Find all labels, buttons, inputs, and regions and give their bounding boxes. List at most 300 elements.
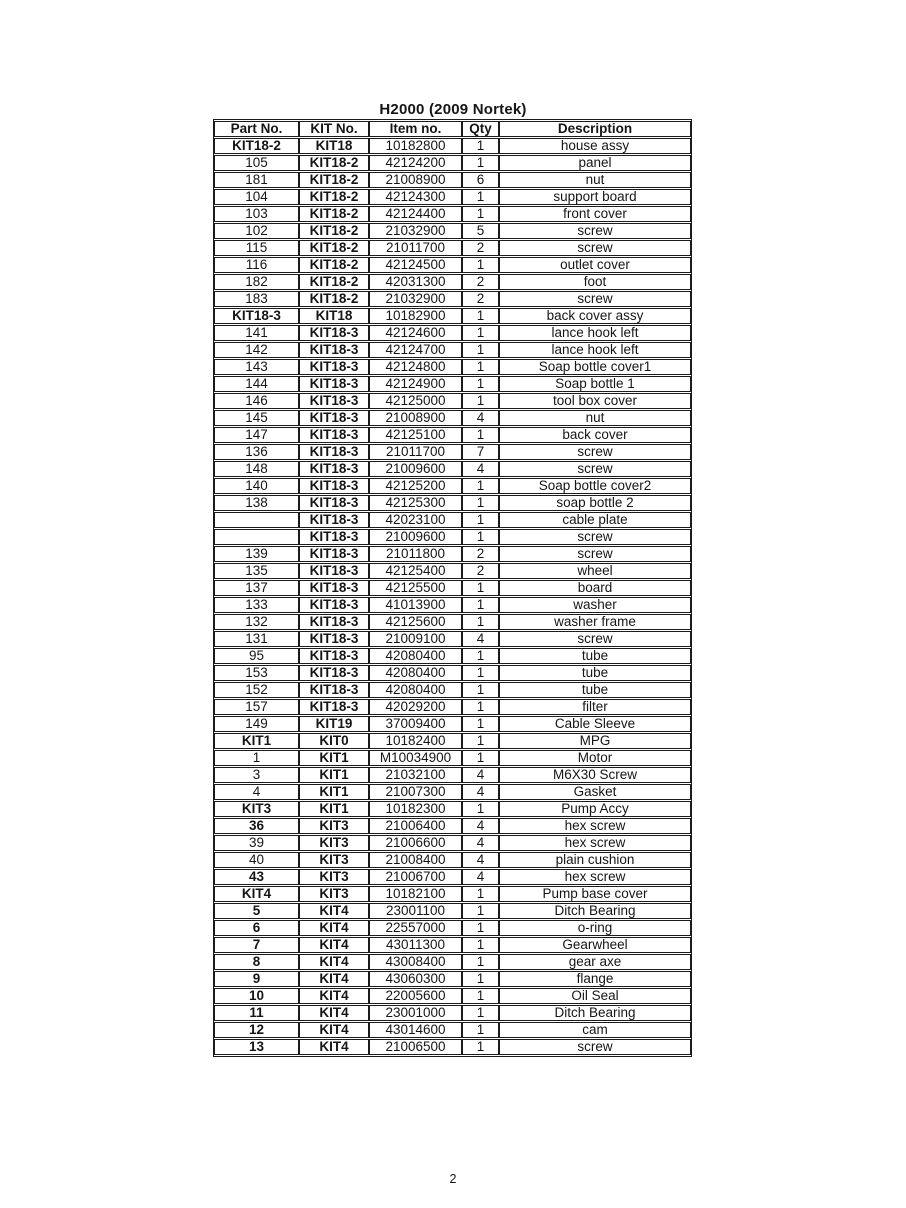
part-no-cell: 9 [214, 971, 299, 987]
kit-no-cell: KIT18-2 [299, 274, 369, 290]
item-no-cell: 42080400 [369, 665, 462, 681]
kit-no-cell: KIT18-2 [299, 240, 369, 256]
item-no-cell: 42124700 [369, 342, 462, 358]
qty-cell: 4 [462, 835, 499, 851]
qty-cell: 4 [462, 784, 499, 800]
description-cell: board [499, 580, 691, 596]
description-cell: front cover [499, 206, 691, 222]
kit-no-cell: KIT18 [299, 138, 369, 154]
description-cell: cable plate [499, 512, 691, 528]
kit-no-cell: KIT18-2 [299, 291, 369, 307]
table-row [214, 155, 691, 171]
part-no-cell: 102 [214, 223, 299, 239]
part-no-cell: 12 [214, 1022, 299, 1038]
table-row [214, 699, 691, 715]
qty-cell: 1 [462, 206, 499, 222]
kit-no-cell: KIT18-3 [299, 529, 369, 545]
item-no-cell: 43008400 [369, 954, 462, 970]
item-no-cell: 21032900 [369, 223, 462, 239]
description-cell: screw [499, 223, 691, 239]
description-cell: Soap bottle cover1 [499, 359, 691, 375]
part-no-cell: 40 [214, 852, 299, 868]
qty-cell: 5 [462, 223, 499, 239]
kit-no-cell: KIT18-3 [299, 342, 369, 358]
part-no-cell: 6 [214, 920, 299, 936]
description-cell: outlet cover [499, 257, 691, 273]
item-no-cell: 42023100 [369, 512, 462, 528]
table-row [214, 954, 691, 970]
part-no-cell: 7 [214, 937, 299, 953]
part-no-cell: 137 [214, 580, 299, 596]
item-no-cell: 10182800 [369, 138, 462, 154]
part-no-cell: 39 [214, 835, 299, 851]
item-no-cell: 22005600 [369, 988, 462, 1004]
qty-cell: 1 [462, 682, 499, 698]
part-no-cell: 36 [214, 818, 299, 834]
qty-cell: 6 [462, 172, 499, 188]
qty-cell: 1 [462, 903, 499, 919]
description-cell: M6X30 Screw [499, 767, 691, 783]
part-no-cell: 145 [214, 410, 299, 426]
table-row [214, 1005, 691, 1021]
qty-cell: 4 [462, 852, 499, 868]
item-no-cell: 21008900 [369, 172, 462, 188]
description-cell: cam [499, 1022, 691, 1038]
qty-cell: 1 [462, 529, 499, 545]
qty-cell: 1 [462, 1039, 499, 1055]
description-cell: hex screw [499, 835, 691, 851]
qty-cell: 1 [462, 716, 499, 732]
qty-cell: 2 [462, 546, 499, 562]
column-header-description: Description [499, 121, 691, 137]
qty-cell: 4 [462, 869, 499, 885]
table-row [214, 767, 691, 783]
table-row [214, 461, 691, 477]
table-row [214, 1039, 691, 1055]
item-no-cell: 42125100 [369, 427, 462, 443]
qty-cell: 4 [462, 461, 499, 477]
item-no-cell: 10182400 [369, 733, 462, 749]
item-no-cell: 21008900 [369, 410, 462, 426]
description-cell: screw [499, 461, 691, 477]
description-cell: washer [499, 597, 691, 613]
part-no-cell: 182 [214, 274, 299, 290]
qty-cell: 1 [462, 1022, 499, 1038]
description-cell: house assy [499, 138, 691, 154]
description-cell: back cover assy [499, 308, 691, 324]
part-no-cell: 8 [214, 954, 299, 970]
item-no-cell: 42125000 [369, 393, 462, 409]
part-no-cell [214, 529, 299, 545]
kit-no-cell: KIT18-3 [299, 597, 369, 613]
description-cell: screw [499, 1039, 691, 1055]
qty-cell: 1 [462, 393, 499, 409]
description-cell: screw [499, 546, 691, 562]
table-row [214, 903, 691, 919]
item-no-cell: 21009600 [369, 529, 462, 545]
table-row [214, 801, 691, 817]
part-no-cell: KIT4 [214, 886, 299, 902]
part-no-cell: 157 [214, 699, 299, 715]
item-no-cell: 42125200 [369, 478, 462, 494]
part-no-cell: 142 [214, 342, 299, 358]
part-no-cell: 131 [214, 631, 299, 647]
kit-no-cell: KIT4 [299, 1005, 369, 1021]
page-number: 2 [449, 1172, 457, 1186]
qty-cell: 1 [462, 342, 499, 358]
table-row [214, 546, 691, 562]
kit-no-cell: KIT18-3 [299, 631, 369, 647]
item-no-cell: 42125400 [369, 563, 462, 579]
kit-no-cell: KIT18-3 [299, 376, 369, 392]
table-row [214, 1022, 691, 1038]
item-no-cell: 21006700 [369, 869, 462, 885]
qty-cell: 1 [462, 614, 499, 630]
description-cell: Soap bottle 1 [499, 376, 691, 392]
table-row [214, 308, 691, 324]
item-no-cell: 42124300 [369, 189, 462, 205]
description-cell: hex screw [499, 869, 691, 885]
item-no-cell: 42125600 [369, 614, 462, 630]
qty-cell: 1 [462, 359, 499, 375]
part-no-cell: 132 [214, 614, 299, 630]
item-no-cell: 21011700 [369, 240, 462, 256]
description-cell: foot [499, 274, 691, 290]
description-cell: screw [499, 444, 691, 460]
description-cell: wheel [499, 563, 691, 579]
kit-no-cell: KIT4 [299, 1022, 369, 1038]
description-cell: nut [499, 410, 691, 426]
description-cell: Gearwheel [499, 937, 691, 953]
description-cell: MPG [499, 733, 691, 749]
item-no-cell: 42125500 [369, 580, 462, 596]
description-cell: Ditch Bearing [499, 1005, 691, 1021]
item-no-cell: 21009600 [369, 461, 462, 477]
description-cell: gear axe [499, 954, 691, 970]
kit-no-cell: KIT4 [299, 920, 369, 936]
table-row [214, 240, 691, 256]
qty-cell: 1 [462, 920, 499, 936]
table-row [214, 988, 691, 1004]
table-row [214, 444, 691, 460]
item-no-cell: 21006600 [369, 835, 462, 851]
kit-no-cell: KIT4 [299, 971, 369, 987]
description-cell: flange [499, 971, 691, 987]
part-no-cell: KIT18-3 [214, 308, 299, 324]
description-cell: Pump Accy [499, 801, 691, 817]
item-no-cell: 21009100 [369, 631, 462, 647]
part-no-cell: 13 [214, 1039, 299, 1055]
table-row [214, 478, 691, 494]
kit-no-cell: KIT18-3 [299, 512, 369, 528]
kit-no-cell: KIT18-2 [299, 155, 369, 171]
kit-no-cell: KIT18-2 [299, 206, 369, 222]
item-no-cell: 10182100 [369, 886, 462, 902]
table-row [214, 427, 691, 443]
part-no-cell: 149 [214, 716, 299, 732]
part-no-cell: 153 [214, 665, 299, 681]
qty-cell: 1 [462, 954, 499, 970]
qty-cell: 1 [462, 138, 499, 154]
table-row [214, 274, 691, 290]
part-no-cell: 147 [214, 427, 299, 443]
part-no-cell: 115 [214, 240, 299, 256]
kit-no-cell: KIT4 [299, 903, 369, 919]
kit-no-cell: KIT18-3 [299, 461, 369, 477]
qty-cell: 1 [462, 155, 499, 171]
qty-cell: 1 [462, 733, 499, 749]
description-cell: plain cushion [499, 852, 691, 868]
kit-no-cell: KIT18-3 [299, 444, 369, 460]
kit-no-cell: KIT18 [299, 308, 369, 324]
item-no-cell: 23001100 [369, 903, 462, 919]
item-no-cell: 42080400 [369, 648, 462, 664]
kit-no-cell: KIT18-3 [299, 495, 369, 511]
table-row [214, 818, 691, 834]
part-no-cell: 144 [214, 376, 299, 392]
kit-no-cell: KIT4 [299, 1039, 369, 1055]
table-row [214, 393, 691, 409]
qty-cell: 1 [462, 580, 499, 596]
kit-no-cell: KIT18-3 [299, 393, 369, 409]
kit-no-cell: KIT18-2 [299, 172, 369, 188]
item-no-cell: 21006500 [369, 1039, 462, 1055]
item-no-cell: 42124600 [369, 325, 462, 341]
part-no-cell: 104 [214, 189, 299, 205]
parts-table [213, 119, 692, 1057]
part-no-cell [214, 512, 299, 528]
description-cell: screw [499, 291, 691, 307]
description-cell: hex screw [499, 818, 691, 834]
description-cell: Pump base cover [499, 886, 691, 902]
table-row [214, 665, 691, 681]
kit-no-cell: KIT3 [299, 869, 369, 885]
kit-no-cell: KIT18-3 [299, 325, 369, 341]
description-cell: screw [499, 631, 691, 647]
kit-no-cell: KIT18-3 [299, 614, 369, 630]
item-no-cell: 42124200 [369, 155, 462, 171]
table-row [214, 852, 691, 868]
part-no-cell: 139 [214, 546, 299, 562]
qty-cell: 4 [462, 818, 499, 834]
part-no-cell: 3 [214, 767, 299, 783]
description-cell: screw [499, 529, 691, 545]
part-no-cell: 116 [214, 257, 299, 273]
part-no-cell: 143 [214, 359, 299, 375]
qty-cell: 1 [462, 257, 499, 273]
item-no-cell: 22557000 [369, 920, 462, 936]
item-no-cell: 21011700 [369, 444, 462, 460]
table-row [214, 886, 691, 902]
kit-no-cell: KIT4 [299, 954, 369, 970]
item-no-cell: 37009400 [369, 716, 462, 732]
description-cell: back cover [499, 427, 691, 443]
table-row [214, 733, 691, 749]
qty-cell: 1 [462, 988, 499, 1004]
qty-cell: 4 [462, 631, 499, 647]
table-row [214, 563, 691, 579]
table-row [214, 597, 691, 613]
qty-cell: 1 [462, 512, 499, 528]
description-cell: Gasket [499, 784, 691, 800]
kit-no-cell: KIT1 [299, 767, 369, 783]
kit-no-cell: KIT18-2 [299, 257, 369, 273]
table-row [214, 682, 691, 698]
table-row [214, 359, 691, 375]
item-no-cell: 42124900 [369, 376, 462, 392]
table-row [214, 291, 691, 307]
qty-cell: 2 [462, 563, 499, 579]
qty-cell: 1 [462, 325, 499, 341]
kit-no-cell: KIT19 [299, 716, 369, 732]
part-no-cell: 43 [214, 869, 299, 885]
item-no-cell: 21032900 [369, 291, 462, 307]
part-no-cell: KIT1 [214, 733, 299, 749]
description-cell: tool box cover [499, 393, 691, 409]
item-no-cell: 21032100 [369, 767, 462, 783]
qty-cell: 1 [462, 189, 499, 205]
table-row [214, 937, 691, 953]
item-no-cell: 21011800 [369, 546, 462, 562]
table-row [214, 172, 691, 188]
part-no-cell: 105 [214, 155, 299, 171]
table-row [214, 716, 691, 732]
description-cell: tube [499, 665, 691, 681]
part-no-cell: 1 [214, 750, 299, 766]
page-title: H2000 (2009 Nortek) [379, 101, 527, 118]
description-cell: Ditch Bearing [499, 903, 691, 919]
table-row [214, 529, 691, 545]
description-cell: tube [499, 682, 691, 698]
kit-no-cell: KIT3 [299, 852, 369, 868]
part-no-cell: 138 [214, 495, 299, 511]
table-row [214, 495, 691, 511]
part-no-cell: 140 [214, 478, 299, 494]
kit-no-cell: KIT4 [299, 937, 369, 953]
kit-no-cell: KIT18-3 [299, 665, 369, 681]
part-no-cell: 181 [214, 172, 299, 188]
qty-cell: 2 [462, 291, 499, 307]
table-row [214, 648, 691, 664]
kit-no-cell: KIT18-3 [299, 580, 369, 596]
item-no-cell: 23001000 [369, 1005, 462, 1021]
qty-cell: 1 [462, 801, 499, 817]
table-row [214, 325, 691, 341]
item-no-cell: M10034900 [369, 750, 462, 766]
description-cell: screw [499, 240, 691, 256]
qty-cell: 4 [462, 410, 499, 426]
kit-no-cell: KIT3 [299, 886, 369, 902]
table-row [214, 512, 691, 528]
table-row [214, 376, 691, 392]
part-no-cell: 4 [214, 784, 299, 800]
qty-cell: 4 [462, 767, 499, 783]
item-no-cell: 42125300 [369, 495, 462, 511]
qty-cell: 7 [462, 444, 499, 460]
qty-cell: 1 [462, 886, 499, 902]
item-no-cell: 10182900 [369, 308, 462, 324]
item-no-cell: 21008400 [369, 852, 462, 868]
kit-no-cell: KIT18-3 [299, 648, 369, 664]
qty-cell: 1 [462, 427, 499, 443]
table-row [214, 580, 691, 596]
item-no-cell: 42080400 [369, 682, 462, 698]
part-no-cell: 148 [214, 461, 299, 477]
item-no-cell: 43060300 [369, 971, 462, 987]
kit-no-cell: KIT18-3 [299, 563, 369, 579]
part-no-cell: 95 [214, 648, 299, 664]
part-no-cell: 136 [214, 444, 299, 460]
kit-no-cell: KIT18-2 [299, 223, 369, 239]
item-no-cell: 42124800 [369, 359, 462, 375]
table-row [214, 614, 691, 630]
kit-no-cell: KIT18-3 [299, 359, 369, 375]
kit-no-cell: KIT18-3 [299, 546, 369, 562]
table-row [214, 138, 691, 154]
part-no-cell: 5 [214, 903, 299, 919]
table-row [214, 206, 691, 222]
item-no-cell: 10182300 [369, 801, 462, 817]
kit-no-cell: KIT3 [299, 818, 369, 834]
qty-cell: 1 [462, 971, 499, 987]
kit-no-cell: KIT0 [299, 733, 369, 749]
description-cell: lance hook left [499, 325, 691, 341]
qty-cell: 1 [462, 937, 499, 953]
table-row [214, 869, 691, 885]
part-no-cell: 10 [214, 988, 299, 1004]
kit-no-cell: KIT1 [299, 750, 369, 766]
table-row [214, 189, 691, 205]
kit-no-cell: KIT3 [299, 835, 369, 851]
part-no-cell: 103 [214, 206, 299, 222]
kit-no-cell: KIT1 [299, 801, 369, 817]
column-header-qty: Qty [462, 121, 499, 137]
table-row [214, 257, 691, 273]
description-cell: Oil Seal [499, 988, 691, 1004]
qty-cell: 1 [462, 750, 499, 766]
item-no-cell: 21006400 [369, 818, 462, 834]
part-no-cell: 11 [214, 1005, 299, 1021]
qty-cell: 1 [462, 1005, 499, 1021]
description-cell: Motor [499, 750, 691, 766]
description-cell: washer frame [499, 614, 691, 630]
description-cell: tube [499, 648, 691, 664]
column-header-item-no: Item no. [369, 121, 462, 137]
qty-cell: 1 [462, 495, 499, 511]
column-header-part-no: Part No. [214, 121, 299, 137]
kit-no-cell: KIT18-2 [299, 189, 369, 205]
kit-no-cell: KIT18-3 [299, 427, 369, 443]
item-no-cell: 21007300 [369, 784, 462, 800]
kit-no-cell: KIT18-3 [299, 478, 369, 494]
table-row [214, 631, 691, 647]
item-no-cell: 41013900 [369, 597, 462, 613]
item-no-cell: 43014600 [369, 1022, 462, 1038]
description-cell: soap bottle 2 [499, 495, 691, 511]
kit-no-cell: KIT18-3 [299, 410, 369, 426]
column-header-kit-no: KIT No. [299, 121, 369, 137]
description-cell: panel [499, 155, 691, 171]
table-row [214, 223, 691, 239]
part-no-cell: 133 [214, 597, 299, 613]
part-no-cell: 152 [214, 682, 299, 698]
kit-no-cell: KIT1 [299, 784, 369, 800]
description-cell: filter [499, 699, 691, 715]
part-no-cell: 183 [214, 291, 299, 307]
kit-no-cell: KIT18-3 [299, 682, 369, 698]
qty-cell: 1 [462, 478, 499, 494]
item-no-cell: 42124500 [369, 257, 462, 273]
